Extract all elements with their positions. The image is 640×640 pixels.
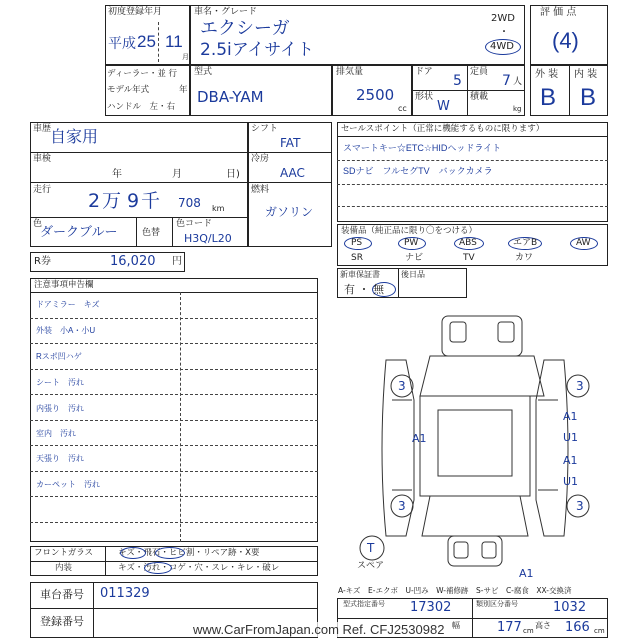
fuel-label: 燃料 xyxy=(251,185,270,195)
recycle-unit: 円 xyxy=(172,256,182,267)
spec-vertical-divider xyxy=(472,598,473,638)
type-no-label: 型式指定番号 xyxy=(343,600,385,608)
chassis-vertical-divider xyxy=(93,582,94,638)
height-unit: cm xyxy=(594,627,605,635)
equip-kawa: カワ xyxy=(515,253,534,263)
drive-dot: ・ xyxy=(499,27,509,38)
mark-rear-right-wheel: 3 xyxy=(576,499,584,513)
note-item: カーペット 汚れ xyxy=(36,480,100,489)
displacement-unit: cc xyxy=(398,104,407,113)
chassis-divider xyxy=(30,608,318,609)
door-shape-divider xyxy=(412,90,525,91)
warranty-value: 有 ・ 無 xyxy=(344,283,384,296)
car-type-label: 車歴 xyxy=(33,124,52,134)
grade: 2.5iアイサイト xyxy=(200,40,315,60)
equip-pw: PW xyxy=(404,238,419,248)
first-reg-label: 初度登録年月 xyxy=(108,7,163,17)
color-label: 色 xyxy=(33,219,43,229)
selling-points-title: セールスポイント（正常に機能するものに限ります） xyxy=(341,124,545,134)
rating-value: (4) xyxy=(552,28,579,53)
class-no-label: 類別区分番号 xyxy=(476,600,518,608)
year-month-divider xyxy=(158,22,159,62)
class-no-value: 1032 xyxy=(553,600,587,615)
equip-airbag: エアB xyxy=(513,238,538,248)
equip-ps: PS xyxy=(351,238,363,248)
equip-tv: TV xyxy=(463,253,475,263)
glass-divider xyxy=(30,561,318,562)
selling-title-line xyxy=(337,136,608,137)
equipment-title: 装備品（純正品に限り〇をつける） xyxy=(341,226,478,236)
drive-4wd: 4WD xyxy=(490,41,514,52)
width-unit: cm xyxy=(523,627,534,635)
glass-chip-circle xyxy=(155,547,185,559)
notes-row-line xyxy=(30,471,318,472)
era: 平成 xyxy=(108,35,136,51)
capacity-label: 定員 xyxy=(470,67,489,77)
car-type-value: 自家用 xyxy=(50,127,99,146)
notes-divider xyxy=(180,292,181,542)
capacity-unit: 人 xyxy=(513,77,523,87)
shift-divider-2 xyxy=(248,182,332,183)
notes-title-line xyxy=(30,292,318,293)
selling-point-1: スマートキー☆ETC☆HIDヘッドライト xyxy=(343,143,502,153)
color-code-value: H3Q/L20 xyxy=(184,232,232,245)
recycle-amount: 16,020 xyxy=(110,254,156,269)
rating-label: 評 価 点 xyxy=(540,7,577,18)
drive-2wd: 2WD xyxy=(491,13,515,24)
equip-sr: SR xyxy=(351,253,363,263)
notes-row-line xyxy=(30,369,318,370)
shift-divider-1 xyxy=(248,152,332,153)
note-item: 室内 汚れ xyxy=(36,429,76,438)
front-glass-label: フロントガラス xyxy=(34,548,93,558)
color-divider-2 xyxy=(172,217,173,247)
glass-scratch-circle xyxy=(120,547,146,559)
note-item: シート 汚れ xyxy=(36,378,84,387)
after-item-label: 後日品 xyxy=(401,270,425,279)
selling-line-2 xyxy=(337,184,608,185)
tire-label: T xyxy=(367,541,375,555)
shape-value: W xyxy=(437,99,450,114)
type-label: 型式 xyxy=(194,67,213,77)
shift-value: FAT xyxy=(280,136,301,150)
dealer-label: ディーラー・並 行 xyxy=(107,69,178,79)
history-divider-1 xyxy=(30,152,248,153)
exterior-label: 外 装 xyxy=(535,69,559,80)
recycle-label: R券 xyxy=(34,256,51,267)
color-change-label: 色替 xyxy=(142,228,161,238)
inspection-year-unit: 年 xyxy=(112,169,122,180)
mark-rear-left-wheel: 3 xyxy=(398,499,406,513)
notes-row-line xyxy=(30,522,318,523)
mark-front-left-wheel: 3 xyxy=(398,379,406,393)
displacement-value: 2500 xyxy=(356,86,395,104)
inspection-day-unit: 日) xyxy=(226,169,240,180)
equip-navi: ナビ xyxy=(405,253,424,263)
interior-cond-value: キズ・汚れ・コゲ・穴・スレ・キレ・破レ xyxy=(118,563,280,573)
interior-grade: B xyxy=(580,84,597,111)
mark-right-front-a: A1 xyxy=(563,410,578,423)
load-unit: kg xyxy=(513,105,522,113)
notes-row-line xyxy=(30,496,318,497)
mileage-man-unit: 万 xyxy=(102,190,122,212)
notes-row-line xyxy=(30,420,318,421)
mark-left-door: A1 xyxy=(412,432,427,445)
note-item: ドアミラー キズ xyxy=(36,300,100,309)
mark-right-rear-a: A1 xyxy=(563,454,578,467)
notes-title: 注意事項申告欄 xyxy=(34,280,94,290)
km-unit: km xyxy=(212,204,225,213)
load-label: 積載 xyxy=(470,92,489,102)
inspection-label: 車検 xyxy=(33,154,52,164)
front-glass-value: キズ・飛石・ヒビ割・リペア跡・X要 xyxy=(118,548,260,558)
displacement-label: 排気量 xyxy=(336,67,364,77)
notes-row-line xyxy=(30,343,318,344)
interior-label: 内 装 xyxy=(574,69,598,80)
equip-aw: AW xyxy=(576,238,591,248)
history-divider-2 xyxy=(30,182,248,183)
door-label: ドア xyxy=(415,67,433,77)
color-divider-1 xyxy=(136,217,137,247)
width-value: 177 xyxy=(497,620,522,635)
door-value: 5 xyxy=(453,73,462,89)
ac-value: AAC xyxy=(280,166,305,180)
history-divider-3 xyxy=(30,217,248,218)
notes-row-line xyxy=(30,394,318,395)
damage-legend: A-キズ E-エクボ U-凹み W-補修跡 S-サビ C-腐食 XX-交換済 xyxy=(338,586,572,595)
watermark: www.CarFromJapan.com Ref. CFJ2530982 xyxy=(190,622,447,637)
notes-row-line xyxy=(30,445,318,446)
mileage-sen: 9 xyxy=(127,190,140,212)
type-no-value: 17302 xyxy=(410,600,452,615)
reg-month: 11 xyxy=(165,32,183,51)
equip-abs: ABS xyxy=(459,238,477,248)
type-value: DBA-YAM xyxy=(197,88,264,106)
inspection-month-unit: 月 xyxy=(172,169,182,180)
reg-no-label: 登録番号 xyxy=(40,615,84,628)
chassis-no-label: 車台番号 xyxy=(40,588,84,601)
note-item: Rスポ凹ハゲ xyxy=(36,352,82,361)
mark-rear-bumper: A1 xyxy=(519,567,534,580)
month-unit: 月 xyxy=(182,53,189,61)
mileage-label: 走行 xyxy=(33,185,52,195)
mark-front-right-wheel: 3 xyxy=(576,379,584,393)
capacity-value: 7 xyxy=(502,73,511,89)
recycle-box xyxy=(30,252,185,272)
car-name: エクシーガ xyxy=(200,18,290,39)
mileage-exact: 708 xyxy=(178,196,201,210)
car-name-label: 車名・グレード xyxy=(194,7,258,17)
width-label: 幅 xyxy=(452,621,460,630)
reg-year: 25 xyxy=(137,32,156,51)
selling-point-2: SDナビ フルセグTV バックカメラ xyxy=(343,166,493,176)
fuel-value: ガソリン xyxy=(265,205,314,219)
color-code-label: 色コード xyxy=(176,219,213,229)
height-label: 高さ xyxy=(535,621,551,630)
ext-int-divider xyxy=(569,65,570,116)
shape-label: 形状 xyxy=(415,92,434,102)
mileage-sen-unit: 千 xyxy=(141,190,161,212)
glass-vertical-divider xyxy=(105,546,106,576)
color-value: ダークブルー xyxy=(40,225,118,240)
interior-cond-label: 内装 xyxy=(55,563,73,573)
mileage-man: 2 xyxy=(88,190,101,212)
model-year-label: モデル年式 xyxy=(107,85,150,95)
notes-row-line xyxy=(30,318,318,319)
interior-dirt-circle xyxy=(144,562,172,574)
note-item: 外装 小A・小U xyxy=(36,326,96,335)
mark-right-rear-u: U1 xyxy=(563,475,579,488)
selling-line-1 xyxy=(337,160,608,161)
chassis-no-value: 011329 xyxy=(100,586,150,601)
exterior-grade: B xyxy=(540,84,557,111)
model-year-unit: 年 xyxy=(179,85,188,95)
ac-label: 冷房 xyxy=(251,154,270,164)
handle-label: ハンドル 左・右 xyxy=(107,102,176,112)
new-car-warranty-label: 新車保証書 xyxy=(340,270,380,279)
spare-label: スペア xyxy=(357,561,385,571)
note-item: 内張り 汚れ xyxy=(36,404,84,413)
selling-line-3 xyxy=(337,206,608,207)
warranty-divider xyxy=(398,268,399,298)
shift-label: シフト xyxy=(251,124,279,134)
mark-right-front-u: U1 xyxy=(563,431,579,444)
note-item: 天張り 汚れ xyxy=(36,454,84,463)
height-value: 166 xyxy=(565,620,590,635)
